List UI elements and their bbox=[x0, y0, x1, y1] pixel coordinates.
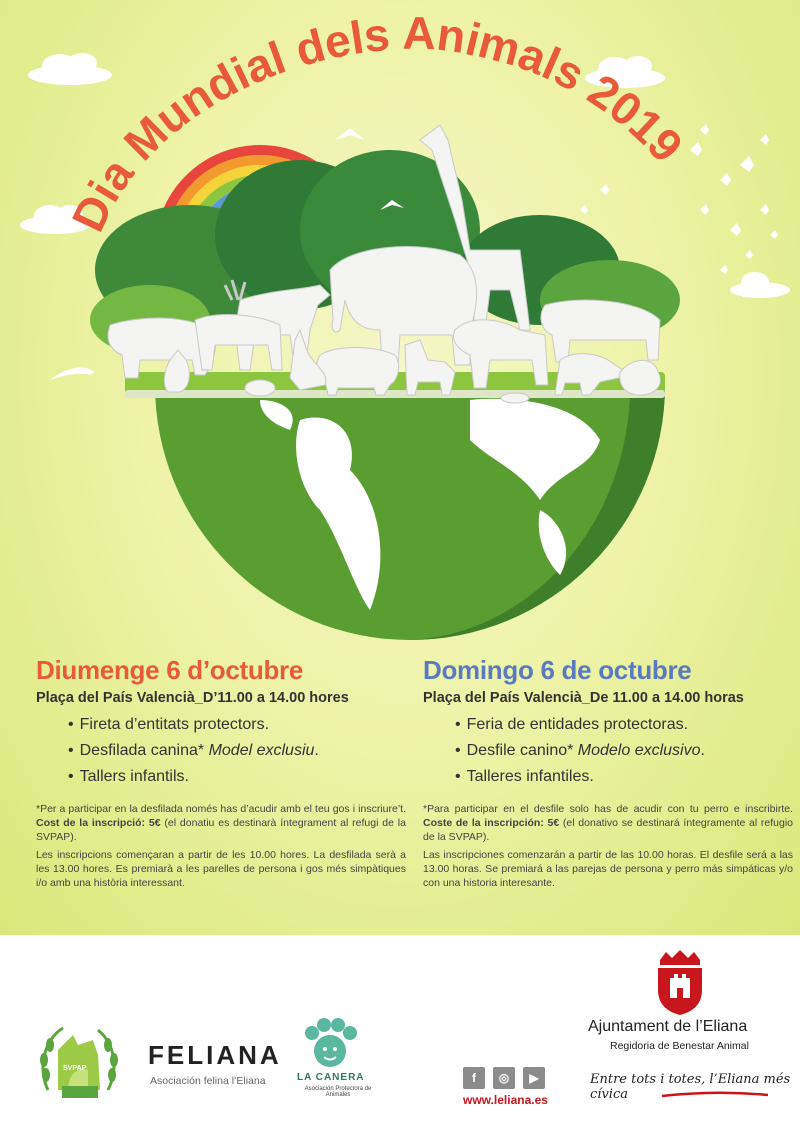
list-item: • Fireta d’entitats protectors. bbox=[68, 716, 270, 733]
spanish-note: *Para participar en el desfile solo has de acudir con tu perro e inscribirte. Coste de la inscripción: 5€ (el donativo se destinará íntegramente al refugio de la SVPAP). bbox=[423, 803, 793, 843]
slogan: Entre tots i totes, l’Eliana més cívica bbox=[590, 1072, 791, 1102]
list-item: • Talleres infantiles. bbox=[455, 768, 594, 785]
globe-icon bbox=[155, 385, 665, 640]
spanish-venue: Plaça del País Valencià_De 11.00 a 14.00 horas bbox=[423, 690, 744, 706]
catalan-heading: Diumenge 6 d’octubre bbox=[36, 655, 304, 685]
feliana-logo: FELIANA bbox=[148, 1040, 282, 1070]
instagram-icon[interactable]: ◎ bbox=[493, 1067, 515, 1089]
catalan-venue: Plaça del País Valencià_D’11.00 a 14.00 hores bbox=[36, 690, 349, 706]
catalan-note: *Per a participar en la desfilada només has d’acudir amb el teu gos i inscriure’t. Cost de la inscripció: 5€ (el donatiu es destinarà íntegrament al refugi de la SVPAP). bbox=[36, 803, 406, 843]
la-canera-subtitle: Asociación Protectora de Animales bbox=[304, 1086, 372, 1098]
youtube-icon[interactable]: ▶ bbox=[523, 1067, 545, 1089]
svg-text:Dia Mundial dels Animals 2019: Dia Mundial dels Animals 2019 bbox=[61, 6, 694, 240]
town-crest-icon bbox=[652, 950, 708, 1016]
paw-icon bbox=[300, 1017, 360, 1072]
catalan-section bbox=[36, 655, 406, 890]
slogan-underline bbox=[660, 1090, 770, 1100]
list-item: • Feria de entidades protectoras. bbox=[455, 716, 689, 733]
spanish-heading: Domingo 6 de octubre bbox=[423, 655, 692, 685]
catalan-note-schedule: Les inscripcions començaran a partir de les 10.00 hores. La desfilada serà a les 13.00 hores. Es premiarà a les parelles de persona i gos més simpàtiques i/o amb una història interessant. bbox=[36, 849, 406, 889]
spanish-note-schedule: Las inscripciones comenzarán a partir de las 10.00 horas. El desfile será a las 13.00 horas. Se premiará a las parejas de persona y perro más simpáticas y/o con una historia interesante. bbox=[423, 849, 793, 889]
footer bbox=[0, 935, 800, 1130]
list-item: • Desfilada canina* Model exclusiu. bbox=[68, 742, 319, 759]
social-links bbox=[463, 1067, 545, 1089]
list-item: • Desfile canino* Modelo exclusivo. bbox=[455, 742, 705, 759]
ajuntament-name: Ajuntament de l’Eliana bbox=[588, 1018, 748, 1035]
svpap-label: SVPAP bbox=[63, 1065, 87, 1072]
website-link[interactable]: www.leliana.es bbox=[463, 1093, 548, 1107]
poster-title bbox=[0, 0, 800, 300]
regidoria-name: Regidoria de Benestar Animal bbox=[610, 1040, 749, 1052]
feliana-subtitle: Asociación felina l’Eliana bbox=[150, 1075, 266, 1087]
catalan-activities bbox=[36, 716, 406, 786]
list-item: • Tallers infantils. bbox=[68, 768, 189, 785]
facebook-icon[interactable]: f bbox=[463, 1067, 485, 1089]
la-canera-logo: LA CANERA bbox=[297, 1072, 365, 1083]
spanish-section bbox=[423, 655, 793, 890]
spanish-activities bbox=[423, 716, 793, 786]
svpap-logo-icon bbox=[38, 1020, 120, 1105]
